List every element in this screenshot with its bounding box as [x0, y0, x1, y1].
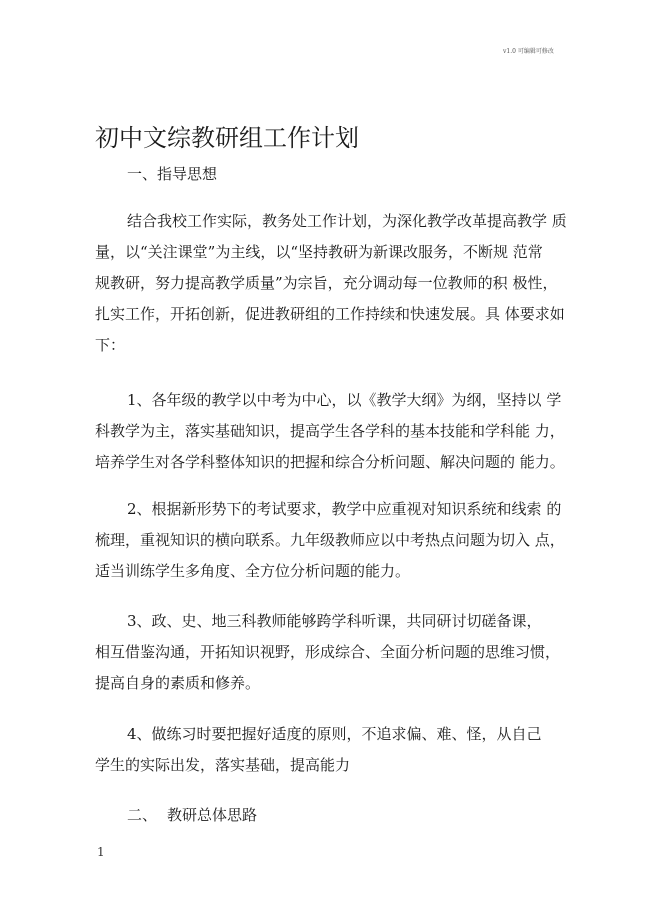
section-title: 教研总体思路 — [167, 806, 258, 824]
item-line: 4、做练习时要把握好适度的原则，不追求偏、难、怪，从自己 — [127, 725, 542, 743]
requirement-item-4 — [95, 719, 565, 781]
item-line: 提高自身的素质和修养。 — [95, 674, 261, 692]
section-heading-guiding-ideology: 一、指导思想 — [127, 165, 218, 183]
requirement-item-1 — [95, 385, 565, 478]
section-number: 二、 — [127, 806, 158, 824]
intro-line: 量，以“关注课堂”为主线，以“坚持教研为新课改服务，不断规 范常 — [95, 243, 543, 261]
item-line: 梳理，重视知识的横向联系。九年级教师应以中考热点问题为切入 点， — [95, 531, 565, 549]
item-line: 学生的实际出发，落实基础，提高能力 — [95, 756, 351, 774]
requirement-item-2 — [95, 494, 565, 587]
header-note: v1.0 可编辑可修改 — [503, 48, 554, 55]
intro-line: 下： — [95, 336, 126, 354]
page-title: 初中文综教研组工作计划 — [95, 124, 359, 152]
intro-paragraph — [95, 206, 565, 361]
item-line: 适当训练学生多角度、全方位分析问题的能力。 — [95, 562, 411, 580]
item-line: 科教学为主，落实基础知识，提高学生各学科的基本技能和学科能 力， — [95, 422, 565, 440]
requirement-item-3 — [95, 606, 565, 699]
item-line: 1、各年级的教学以中考为中心，以《教学大纲》为纲，坚持以 学 — [127, 391, 562, 409]
item-line: 3、政、史、地三科教师能够跨学科听课，共同研讨切磋备课， — [127, 612, 542, 630]
intro-line: 结合我校工作实际，教务处工作计划，为深化教学改革提高教学 质 — [127, 212, 567, 230]
item-line: 培养学生对各学科整体知识的把握和综合分析问题、解决问题的 能力。 — [95, 453, 565, 471]
intro-line: 规教研，努力提高教学质量”为宗旨，充分调动每一位教师的积 极性， — [95, 274, 558, 292]
intro-line: 扎实工作，开拓创新，促进教研组的工作持续和快速发展。具 体要求如 — [95, 305, 565, 323]
item-line: 相互借鉴沟通，开拓知识视野，形成综合、全面分析问题的思维习惯， — [95, 643, 561, 661]
page-number: 1 — [97, 845, 105, 859]
section-heading-overall-approach — [127, 804, 257, 825]
item-line: 2、根据新形势下的考试要求，教学中应重视对知识系统和线索 的 — [127, 500, 562, 518]
